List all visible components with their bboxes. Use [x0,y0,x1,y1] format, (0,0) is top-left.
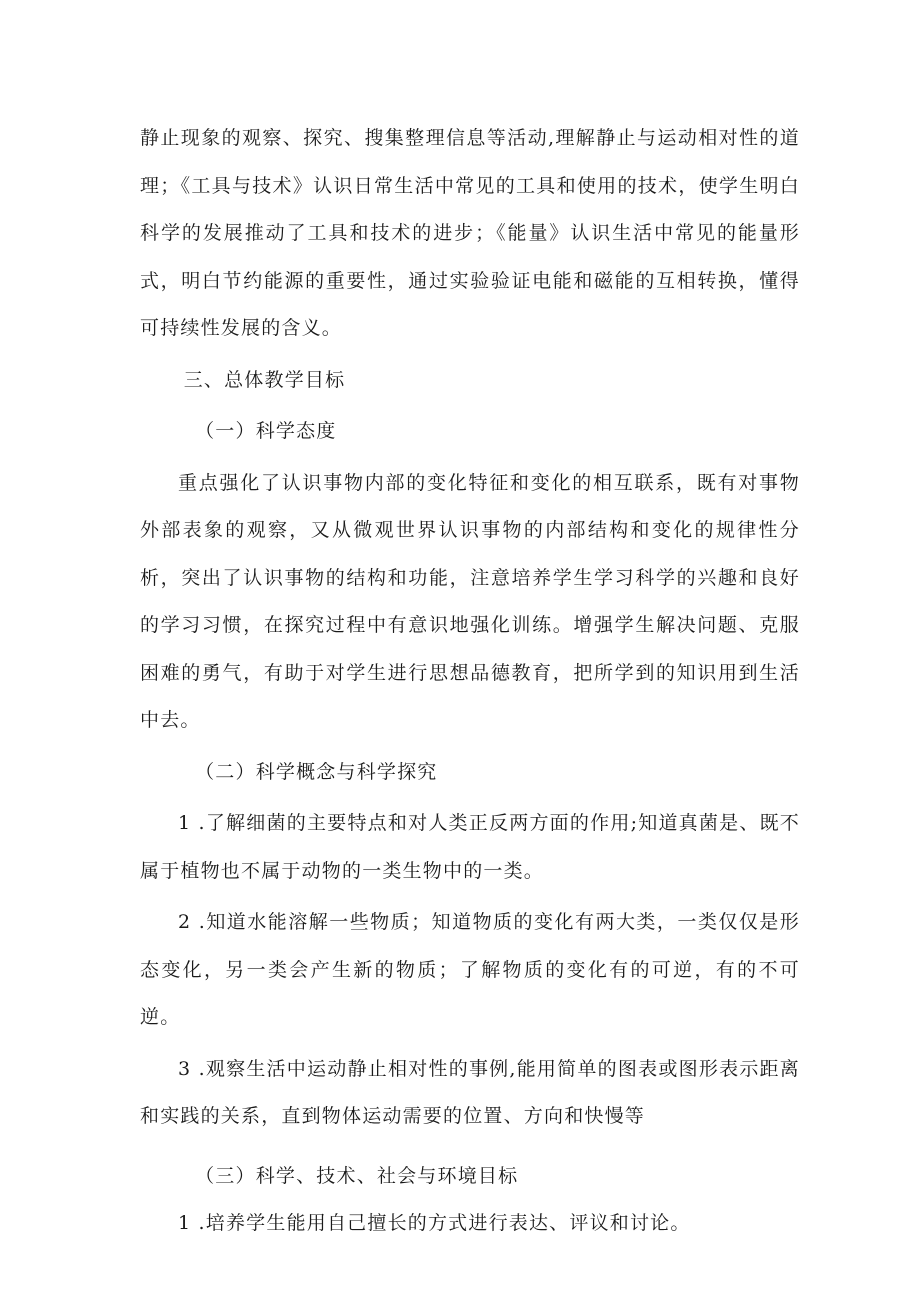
section-heading-overall-goals: 三、总体教学目标 [183,368,346,391]
paragraph-continuation: 静止现象的观察、探究、搜集整理信息等活动,理解静止与运动相对性的道理；《工具与技术》认识日常生活中常见的工具和使用的技术，使学生明白科学的发展推动了工具和技术的进步；《能量》认识生活中常见的能量形式，明白节约能源的重要性，通过实验验证电能和磁能的互相转换，懂得可持续性发展的含义。 [140,127,800,339]
list-item-3: 3 .观察生活中运动静止相对性的事例,能用简单的图表或图形表示距离和实践的关系，直到物体运动需要的位置、方向和快慢等 [140,1057,800,1127]
subsection-heading-science-attitude: （一）科学态度 [195,420,337,442]
paragraph-science-attitude: 重点强化了认识事物内部的变化特征和变化的相互联系，既有对事物外部表象的观察，又从微观世界认识事物的内部结构和变化的规律性分析，突出了认识事物的结构和功能，注意培养学生学习科学的兴趣和良好的学习习惯，在探究过程中有意识地强化训练。增强学生解决问题、克服困难的勇气，有助于对学生进行思想品德教育，把所学到的知识用到生活中去。 [140,471,800,731]
subsection-heading-concepts-inquiry: （二）科学概念与科学探究 [195,760,438,783]
list-item-1: 1 .了解细菌的主要特点和对人类正反两方面的作用;知道真菌是、既不属于植物也不属于动物的一类生物中的一类。 [140,812,800,882]
document-body [140,115,800,1248]
subsection-heading-sts-goals: （三）科学、技术、社会与环境目标 [195,1164,519,1187]
list-item-2: 2 .知道水能溶解一些物质；知道物质的变化有两大类，一类仅仅是形态变化，另一类会产生新的物质；了解物质的变化有的可逆，有的不可逆。 [140,911,800,1028]
list-item-4: 1 .培养学生能用自己擅长的方式进行表达、评议和讨论。 [178,1212,691,1234]
